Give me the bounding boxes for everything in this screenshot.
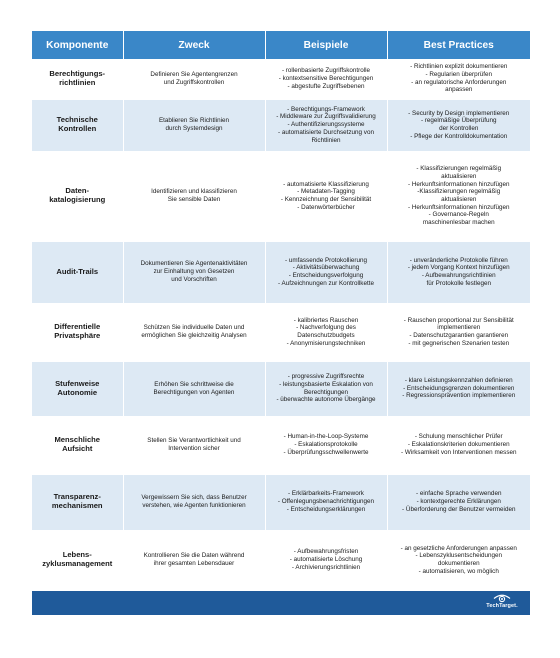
cell-komponente	[32, 151, 123, 241]
cell-line: dokumentieren	[437, 560, 480, 567]
cell-beispiele	[265, 151, 387, 241]
cell-line: anpassen	[445, 86, 473, 94]
cell-line: Lebens-	[62, 550, 92, 560]
cell-line: Berechtigungen	[303, 388, 349, 396]
cell-line: - an regulatorische Anforderungen	[411, 78, 507, 86]
table-header-row	[32, 31, 530, 59]
cell-komponente	[32, 303, 123, 361]
cell-line: - unveränderliche Protokolle führen	[409, 256, 508, 264]
cell-line: katalogisierung	[49, 195, 106, 204]
cell-line: - Herkunftsinformationen hinzufügen	[407, 203, 510, 211]
cell-line: - Richtlinien explizit dokumentieren	[410, 63, 508, 71]
cell-line: Kontrollen	[58, 124, 97, 133]
cell-line: - Erklärbarkeits-Framework	[288, 490, 364, 498]
cell-line: - Archivierungsrichtlinien	[291, 563, 361, 571]
cell-line: - Datenwörterbücher	[297, 203, 355, 211]
cell-line: mechanismen	[51, 501, 103, 510]
cell-line: - Nachverfolgung des	[296, 324, 356, 332]
cell-line: - Eskalationsprotokolle	[294, 441, 358, 449]
cell-line: - Offenlegungsbenachrichtigungen	[277, 498, 375, 506]
cell-line: - automatisierte Durchsetzung von	[278, 128, 374, 136]
cell-line: Richtlinien	[311, 136, 341, 144]
cell-komponente	[32, 361, 123, 416]
cell-line: - Human-in-the-Loop-Systeme	[283, 433, 369, 441]
cell-line: - Klassifizierungen regelmäßig	[416, 165, 502, 173]
cell-best-practices	[387, 530, 530, 590]
cell-line: - Regressionsprävention implementieren	[402, 392, 516, 400]
cell-line: Berechtigungen von Agenten	[153, 388, 235, 396]
cell-line: implementieren	[437, 324, 481, 332]
cell-line: - Entscheidungsverfolgung	[288, 272, 364, 279]
cell-beispiele	[265, 59, 387, 99]
cell-line: aktualisieren	[441, 172, 477, 180]
cell-line: und Zugriffskontrollen	[163, 78, 225, 86]
cell-line: und Vorschriften	[171, 275, 217, 283]
table-body	[32, 59, 530, 590]
cell-line: - Herkunftsinformationen hinzufügen	[407, 180, 510, 188]
cell-line: Schützen Sie individuelle Daten und	[143, 324, 245, 332]
header-zweck: Zweck	[123, 31, 265, 59]
table-row	[32, 241, 530, 303]
cell-komponente	[32, 530, 123, 590]
cell-komponente	[32, 474, 123, 530]
cell-line: - Schulung menschlicher Prüfer	[414, 433, 503, 441]
cell-line: - Governance-Regeln	[428, 211, 489, 219]
cell-line: Stufenweise	[55, 378, 100, 388]
cell-line: Stellen Sie Verantwortlichkeit und	[147, 437, 241, 445]
cell-line: - automatisierte Klassifizierung	[283, 180, 369, 188]
cell-line: Differentielle	[54, 322, 101, 332]
cell-line: - Eskalationskriterien dokumentieren	[407, 441, 510, 449]
cell-line: - automatisieren, wo möglich	[418, 567, 499, 575]
cell-line: - Aufbewahrungsfristen	[293, 548, 359, 556]
table-row	[32, 151, 530, 241]
footer-bar	[32, 591, 530, 615]
cell-line: durch Systemdesign	[165, 125, 223, 132]
cell-line: Technische	[56, 115, 98, 125]
cell-zweck	[123, 530, 265, 590]
cell-beispiele	[265, 303, 387, 361]
cell-line: - mit gegnerischen Szenarien testen	[408, 339, 510, 347]
cell-line: - regelmäßige Überprüfung	[420, 117, 497, 125]
table-row	[32, 530, 530, 590]
cell-line: Erhöhen Sie schrittweise die	[154, 380, 234, 388]
cell-line: Daten-	[65, 186, 90, 196]
cell-line: - Datenschutzgarantien garantieren	[409, 332, 509, 339]
cell-line: - an gesetzliche Anforderungen anpassen	[400, 544, 517, 552]
cell-line: - Aufzeichnungen zur Kontrollkette	[278, 279, 374, 287]
header-komponente: Komponente	[32, 31, 123, 59]
cell-line: - leistungsbasierte Eskalation von	[279, 380, 373, 388]
cell-line: - Anonymisierungstechniken	[286, 339, 366, 347]
cell-line: - Metadaten-Tagging	[297, 188, 355, 196]
cell-komponente	[32, 59, 123, 99]
cell-line: für Protokolle festlegen	[426, 279, 491, 287]
cell-line: Privatsphäre	[54, 331, 101, 340]
cell-line: - rollenbasierte Zugriffskontrolle	[281, 67, 371, 75]
cell-best-practices	[387, 241, 530, 303]
cell-zweck	[123, 474, 265, 530]
cell-line: - kontextgerechte Erklärungen	[416, 498, 501, 506]
cell-line: - Regularien überprüfen	[425, 71, 492, 79]
cell-line: - Kennzeichnung der Sensibilität	[280, 196, 372, 203]
cell-line: Dokumentieren Sie Agentenaktivitäten	[140, 260, 248, 268]
cell-zweck	[123, 241, 265, 303]
cell-line: Autonomie	[57, 387, 98, 397]
cell-line: Datenschutzbudgets	[297, 332, 355, 339]
cell-beispiele	[265, 361, 387, 416]
cell-line: - umfassende Protokollierung	[285, 256, 367, 264]
cell-zweck	[123, 416, 265, 474]
cell-komponente	[32, 241, 123, 303]
techtarget-logo	[482, 594, 522, 612]
header-best-practices: Best Practices	[387, 31, 530, 59]
cell-komponente	[32, 99, 123, 151]
cell-best-practices	[387, 151, 530, 241]
cell-line: - progressive Zugriffsrechte	[287, 373, 365, 381]
cell-line: - überwachte autonome Übergänge	[276, 396, 376, 404]
cell-line: - einfache Sprache verwenden	[416, 490, 502, 498]
cell-line: maschinenlesbar machen	[422, 219, 495, 227]
logo-text: TechTarget.	[486, 602, 518, 609]
cell-line: - Security by Design implementieren	[408, 109, 510, 117]
cell-line: - Lebenszyklusentscheidungen	[415, 552, 502, 560]
cell-beispiele	[265, 530, 387, 590]
cell-line: richtlinien	[59, 77, 96, 87]
table-row	[32, 59, 530, 99]
cell-zweck	[123, 151, 265, 241]
cell-best-practices	[387, 303, 530, 361]
cell-line: - Pflege der Kontrolldokumentation	[410, 132, 508, 140]
cell-line: ihrer gesamten Lebensdauer	[153, 560, 235, 567]
cell-zweck	[123, 59, 265, 99]
table-row	[32, 361, 530, 416]
cell-line: Intervention sicher	[168, 445, 220, 452]
cell-best-practices	[387, 361, 530, 416]
table-row	[32, 416, 530, 474]
cell-line: - Authentifizierungssysteme	[287, 121, 365, 129]
cell-best-practices	[387, 59, 530, 99]
table-row	[32, 474, 530, 530]
cell-beispiele	[265, 416, 387, 474]
cell-line: Berechtigungs-	[49, 68, 106, 78]
cell-best-practices	[387, 474, 530, 530]
cell-line: Menschliche	[54, 435, 101, 445]
cell-line: der Kontrollen	[439, 125, 479, 132]
cell-line: - Entscheidungserklärungen	[286, 505, 366, 513]
cell-line: - klare Leistungskennzahlen definieren	[404, 376, 513, 384]
cell-line: - Wirksamkeit von Interventionen messen	[401, 448, 517, 456]
cell-zweck	[123, 99, 265, 151]
cell-komponente	[32, 416, 123, 474]
cell-line: Definieren Sie Agentengrenzen	[150, 71, 238, 79]
cell-line: zyklusmanagement	[42, 559, 113, 568]
table-row	[32, 303, 530, 361]
cell-line: Sie sensible Daten	[167, 196, 221, 203]
cell-best-practices	[387, 416, 530, 474]
cell-beispiele	[265, 99, 387, 151]
cell-zweck	[123, 361, 265, 416]
governance-table-sheet	[32, 31, 530, 615]
cell-line: - automatisierte Löschung	[289, 556, 363, 564]
cell-line: zur Einhaltung von Gesetzen	[153, 268, 235, 276]
cell-line: ermöglichen Sie gleichzeitig Analysen	[141, 332, 247, 339]
cell-line: - Überprüfungsschwellenwerte	[283, 448, 369, 456]
cell-best-practices	[387, 99, 530, 151]
cell-line: Kontrollieren Sie die Daten während	[143, 552, 245, 560]
cell-line: Identifizieren und klassifizieren	[151, 188, 237, 196]
cell-line: verstehen, wie Agenten funktionieren	[142, 502, 246, 509]
cell-line: - kalibriertes Rauschen	[293, 316, 359, 324]
cell-line: - Aktivitätsüberwachung	[292, 264, 360, 272]
techtarget-eye-icon	[493, 594, 511, 603]
cell-beispiele	[265, 474, 387, 530]
cell-line: Etablieren Sie Richtlinien	[158, 117, 229, 125]
cell-line: - Middleware zur Zugriffsvalidierung	[276, 113, 376, 121]
cell-line: Aufsicht	[62, 444, 93, 453]
cell-line: -Klassifizierungen regelmäßig	[417, 188, 501, 196]
table-row	[32, 99, 530, 151]
cell-line: - abgestufte Zugriffsebenen	[287, 82, 365, 90]
cell-line: - Rauschen proportional zur Sensibilität	[403, 316, 514, 324]
header-beispiele: Beispiele	[265, 31, 387, 59]
cell-line: - Aufbewahrungsrichtlinien	[421, 272, 496, 279]
governance-table	[32, 31, 530, 591]
cell-line: - kontextsensitive Berechtigungen	[278, 74, 374, 82]
cell-line: aktualisieren	[441, 196, 477, 203]
cell-line: Vergewissern Sie sich, dass Benutzer	[141, 494, 247, 502]
cell-line: - jedem Vorgang Kontext hinzufügen	[407, 264, 510, 272]
cell-line: - Entscheidungsgrenzen dokumentieren	[403, 384, 515, 392]
cell-line: - Überforderung der Benutzer vermeiden	[402, 505, 516, 513]
cell-beispiele	[265, 241, 387, 303]
cell-zweck	[123, 303, 265, 361]
cell-line: Transparenz-	[53, 492, 101, 502]
cell-line: Audit-Trails	[56, 266, 99, 276]
cell-line: - Berechtigungs-Framework	[287, 105, 365, 113]
